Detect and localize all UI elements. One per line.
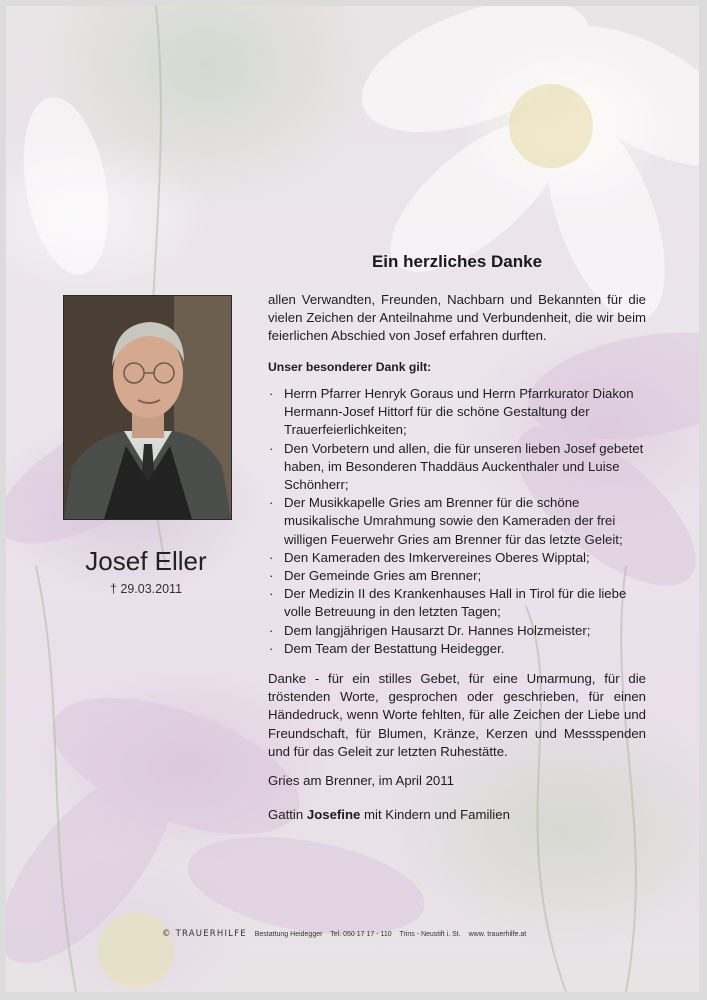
intro-paragraph: allen Verwandten, Freunden, Nachbarn und Bekannten für die vielen Zeichen der Anteilnahme und Verbundenheit, die wir beim feierlichen Abschied von Josef erfahren durften.: [268, 292, 646, 344]
closing-paragraph: Danke - für ein stilles Gebet, für eine Umarmung, für die tröstenden Worte, gesprochen oder geschrieben, für einen Händedruck, wenn Worte fehlten, für alle Zeichen der Liebe und Freundschaft, für Blumen, Kränze, Kerzen und Messspenden und für das Geleit zur letzten Ruhestätte.: [268, 671, 646, 759]
thanks-list: [268, 385, 646, 658]
footer-locations: Trins - Neustift i. St.: [399, 931, 461, 938]
list-item: [268, 622, 646, 640]
signature-name: Josefine: [306, 807, 361, 822]
signature: [268, 806, 646, 824]
list-item: [268, 440, 646, 495]
deceased-name: Josef Eller: [85, 546, 207, 576]
footer: [162, 929, 562, 939]
bullet-icon: ·: [269, 586, 274, 602]
list-item-text: Dem Team der Bestattung Heidegger.: [284, 640, 505, 656]
death-date: † 29.03.2011: [109, 582, 183, 596]
footer-company: Bestattung Heidegger: [254, 931, 323, 938]
list-item-text: Der Musikkapelle Gries am Brenner für die schöne musikalische Umrahmung sowie den Kameraden der frei willigen Feuerwehr Gries am Brenner für das letzte Geleit;: [284, 495, 623, 547]
bullet-icon: ·: [269, 440, 274, 456]
footer-phone: Tel. 050 17 17 - 110: [330, 931, 392, 938]
list-item: [268, 494, 646, 549]
bullet-icon: ·: [269, 640, 274, 656]
obituary-card: [6, 6, 699, 992]
list-item-text: Herrn Pfarrer Henryk Goraus und Herrn Pfarrkurator Diakon Hermann-Josef Hittorf für die schöne Gestaltung der Trauerfeierlichkeiten;: [284, 386, 634, 438]
portrait-photo: [63, 295, 232, 520]
place-date: Gries am Brenner, im April 2011: [268, 773, 454, 788]
list-item: [268, 385, 646, 440]
list-item-text: Dem langjährigen Hausarzt Dr. Hannes Holzmeister;: [284, 622, 591, 638]
bullet-icon: ·: [269, 386, 274, 401]
thanks-subheading: Unser besonderer Dank gilt:: [268, 360, 432, 374]
signature-prefix: Gattin: [268, 807, 307, 822]
bullet-icon: ·: [269, 568, 274, 584]
page-heading: Ein herzliches Danke: [371, 252, 543, 271]
bullet-icon: ·: [269, 549, 274, 565]
list-item: [268, 549, 646, 567]
list-item: [268, 640, 646, 658]
bullet-icon: ·: [269, 495, 274, 511]
list-item-text: Den Kameraden des Imkervereines Oberes Wipptal;: [284, 549, 590, 565]
footer-website[interactable]: www. trauerhilfe.at: [468, 931, 527, 938]
list-item-text: Der Medizin II des Krankenhauses Hall in Tirol für die liebe volle Betreuung in den letzten Tagen;: [284, 586, 627, 620]
trauerhilfe-logo: © TRAUERHILFE: [162, 929, 247, 939]
list-item-text: Der Gemeinde Gries am Brenner;: [284, 568, 482, 584]
list-item: [268, 567, 646, 585]
list-item: [268, 585, 646, 621]
list-item-text: Den Vorbetern und allen, die für unseren lieben Josef gebetet haben, im Besonderen Thaddäus Auckenthaler und Luise Schönherr;: [284, 440, 644, 493]
bullet-icon: ·: [269, 622, 274, 638]
signature-suffix: mit Kindern und Familien: [360, 807, 510, 822]
